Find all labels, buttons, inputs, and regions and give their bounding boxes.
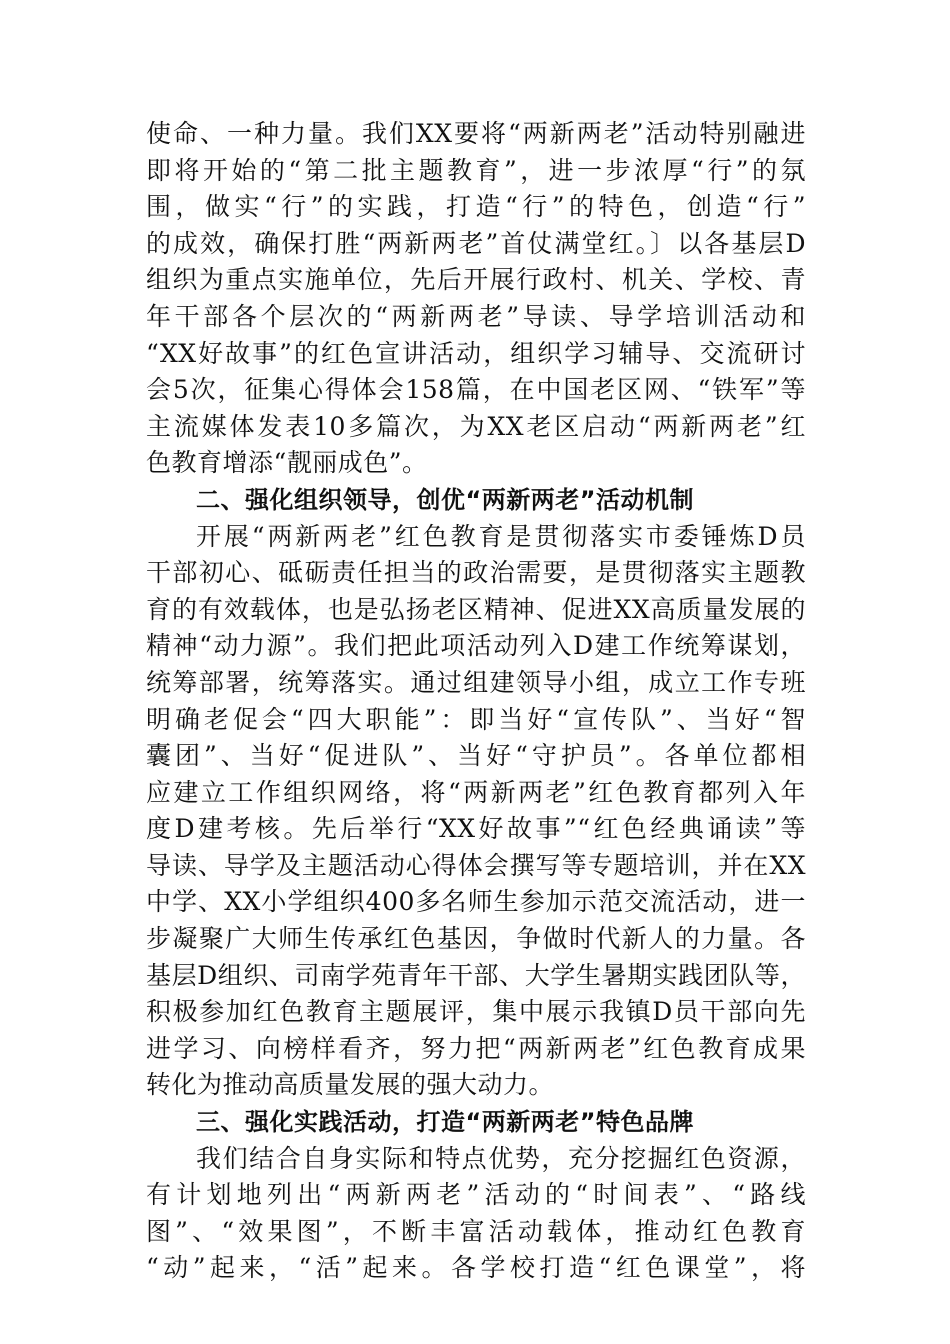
body-text-line: 精神“动力源”。我们把此项活动列入D建工作统筹谋划， (146, 631, 806, 661)
body-text-line: 有计划地列出“两新两老”活动的“时间表”、“路线 (146, 1180, 806, 1210)
document-body (146, 116, 806, 1287)
paragraph-first-line: 开展“两新两老”红色教育是贯彻落实市委锤炼D员 (196, 521, 806, 551)
body-text-line: 使命、一种力量。我们XX要将“两新两老”活动特别融进 (146, 119, 806, 148)
body-text-line: 主流媒体发表10多篇次，为XX老区启动“两新两老”红 (146, 411, 806, 441)
body-text-line: 囊团”、当好“促进队”、当好“守护员”。各单位都相 (146, 741, 806, 771)
section-heading: 二、强化组织领导，创优“两新两老”活动机制 (196, 485, 695, 514)
body-text-line: 中学、XX小学组织400多名师生参加示范交流活动，进一 (146, 887, 806, 917)
body-text-line: 度D建考核。先后举行“XX好故事”“红色经典诵读”等 (146, 814, 806, 844)
body-text-line: 基层D组织、司南学苑青年干部、大学生暑期实践团队等， (146, 960, 806, 990)
body-text-line: 步凝聚广大师生传承红色基因，争做时代新人的力量。各 (146, 924, 806, 954)
section-heading: 三、强化实践活动，打造“两新两老”特色品牌 (196, 1108, 695, 1137)
body-text-line: 组织为重点实施单位，先后开展行政村、机关、学校、青 (146, 265, 806, 295)
body-text-line: 图”、“效果图”，不断丰富活动载体，推动红色教育 (146, 1216, 806, 1246)
paragraph-last-line: 转化为推动高质量发展的强大动力。 (146, 1070, 555, 1100)
body-text-line: 应建立工作组织网络，将“两新两老”红色教育都列入年 (146, 777, 806, 807)
body-text-line: 导读、导学及主题活动心得体会撰写等专题培训，并在XX (146, 850, 806, 880)
body-text-line: 的成效，确保打胜“两新两老”首仗满堂红。〕以各基层D (146, 228, 806, 258)
body-text-line: 进学习、向榜样看齐，努力把“两新两老”红色教育成果 (146, 1033, 806, 1063)
body-text-line: “XX好故事”的红色宣讲活动，组织学习辅导、交流研讨 (146, 338, 806, 368)
body-text-line: 育的有效载体，也是弘扬老区精神、促进XX高质量发展的 (146, 594, 806, 624)
body-text-line: 会5次，征集心得体会158篇，在中国老区网、“铁军”等 (146, 375, 806, 405)
body-text-line: “动”起来，“活”起来。各学校打造“红色课堂”，将 (146, 1253, 806, 1283)
body-text-line: 干部初心、砥砺责任担当的政治需要，是贯彻落实主题教 (146, 558, 806, 588)
body-text-line: 积极参加红色教育主题展评，集中展示我镇D员干部向先 (146, 997, 806, 1027)
body-text-line: 明确老促会“四大职能”：即当好“宣传队”、当好“智 (146, 704, 806, 734)
paragraph-first-line: 我们结合自身实际和特点优势，充分挖掘红色资源， (196, 1143, 806, 1173)
body-text-line: 年干部各个层次的“两新两老”导读、导学培训活动和 (146, 301, 806, 331)
body-text-line: 围，做实“行”的实践，打造“行”的特色，创造“行” (146, 192, 806, 222)
paragraph-last-line: 色教育增添“靓丽成色”。 (146, 448, 428, 478)
body-text-line: 统筹部署，统筹落实。通过组建领导小组，成立工作专班 (146, 667, 806, 697)
body-text-line: 即将开始的“第二批主题教育”，进一步浓厚“行”的氛 (146, 155, 806, 185)
